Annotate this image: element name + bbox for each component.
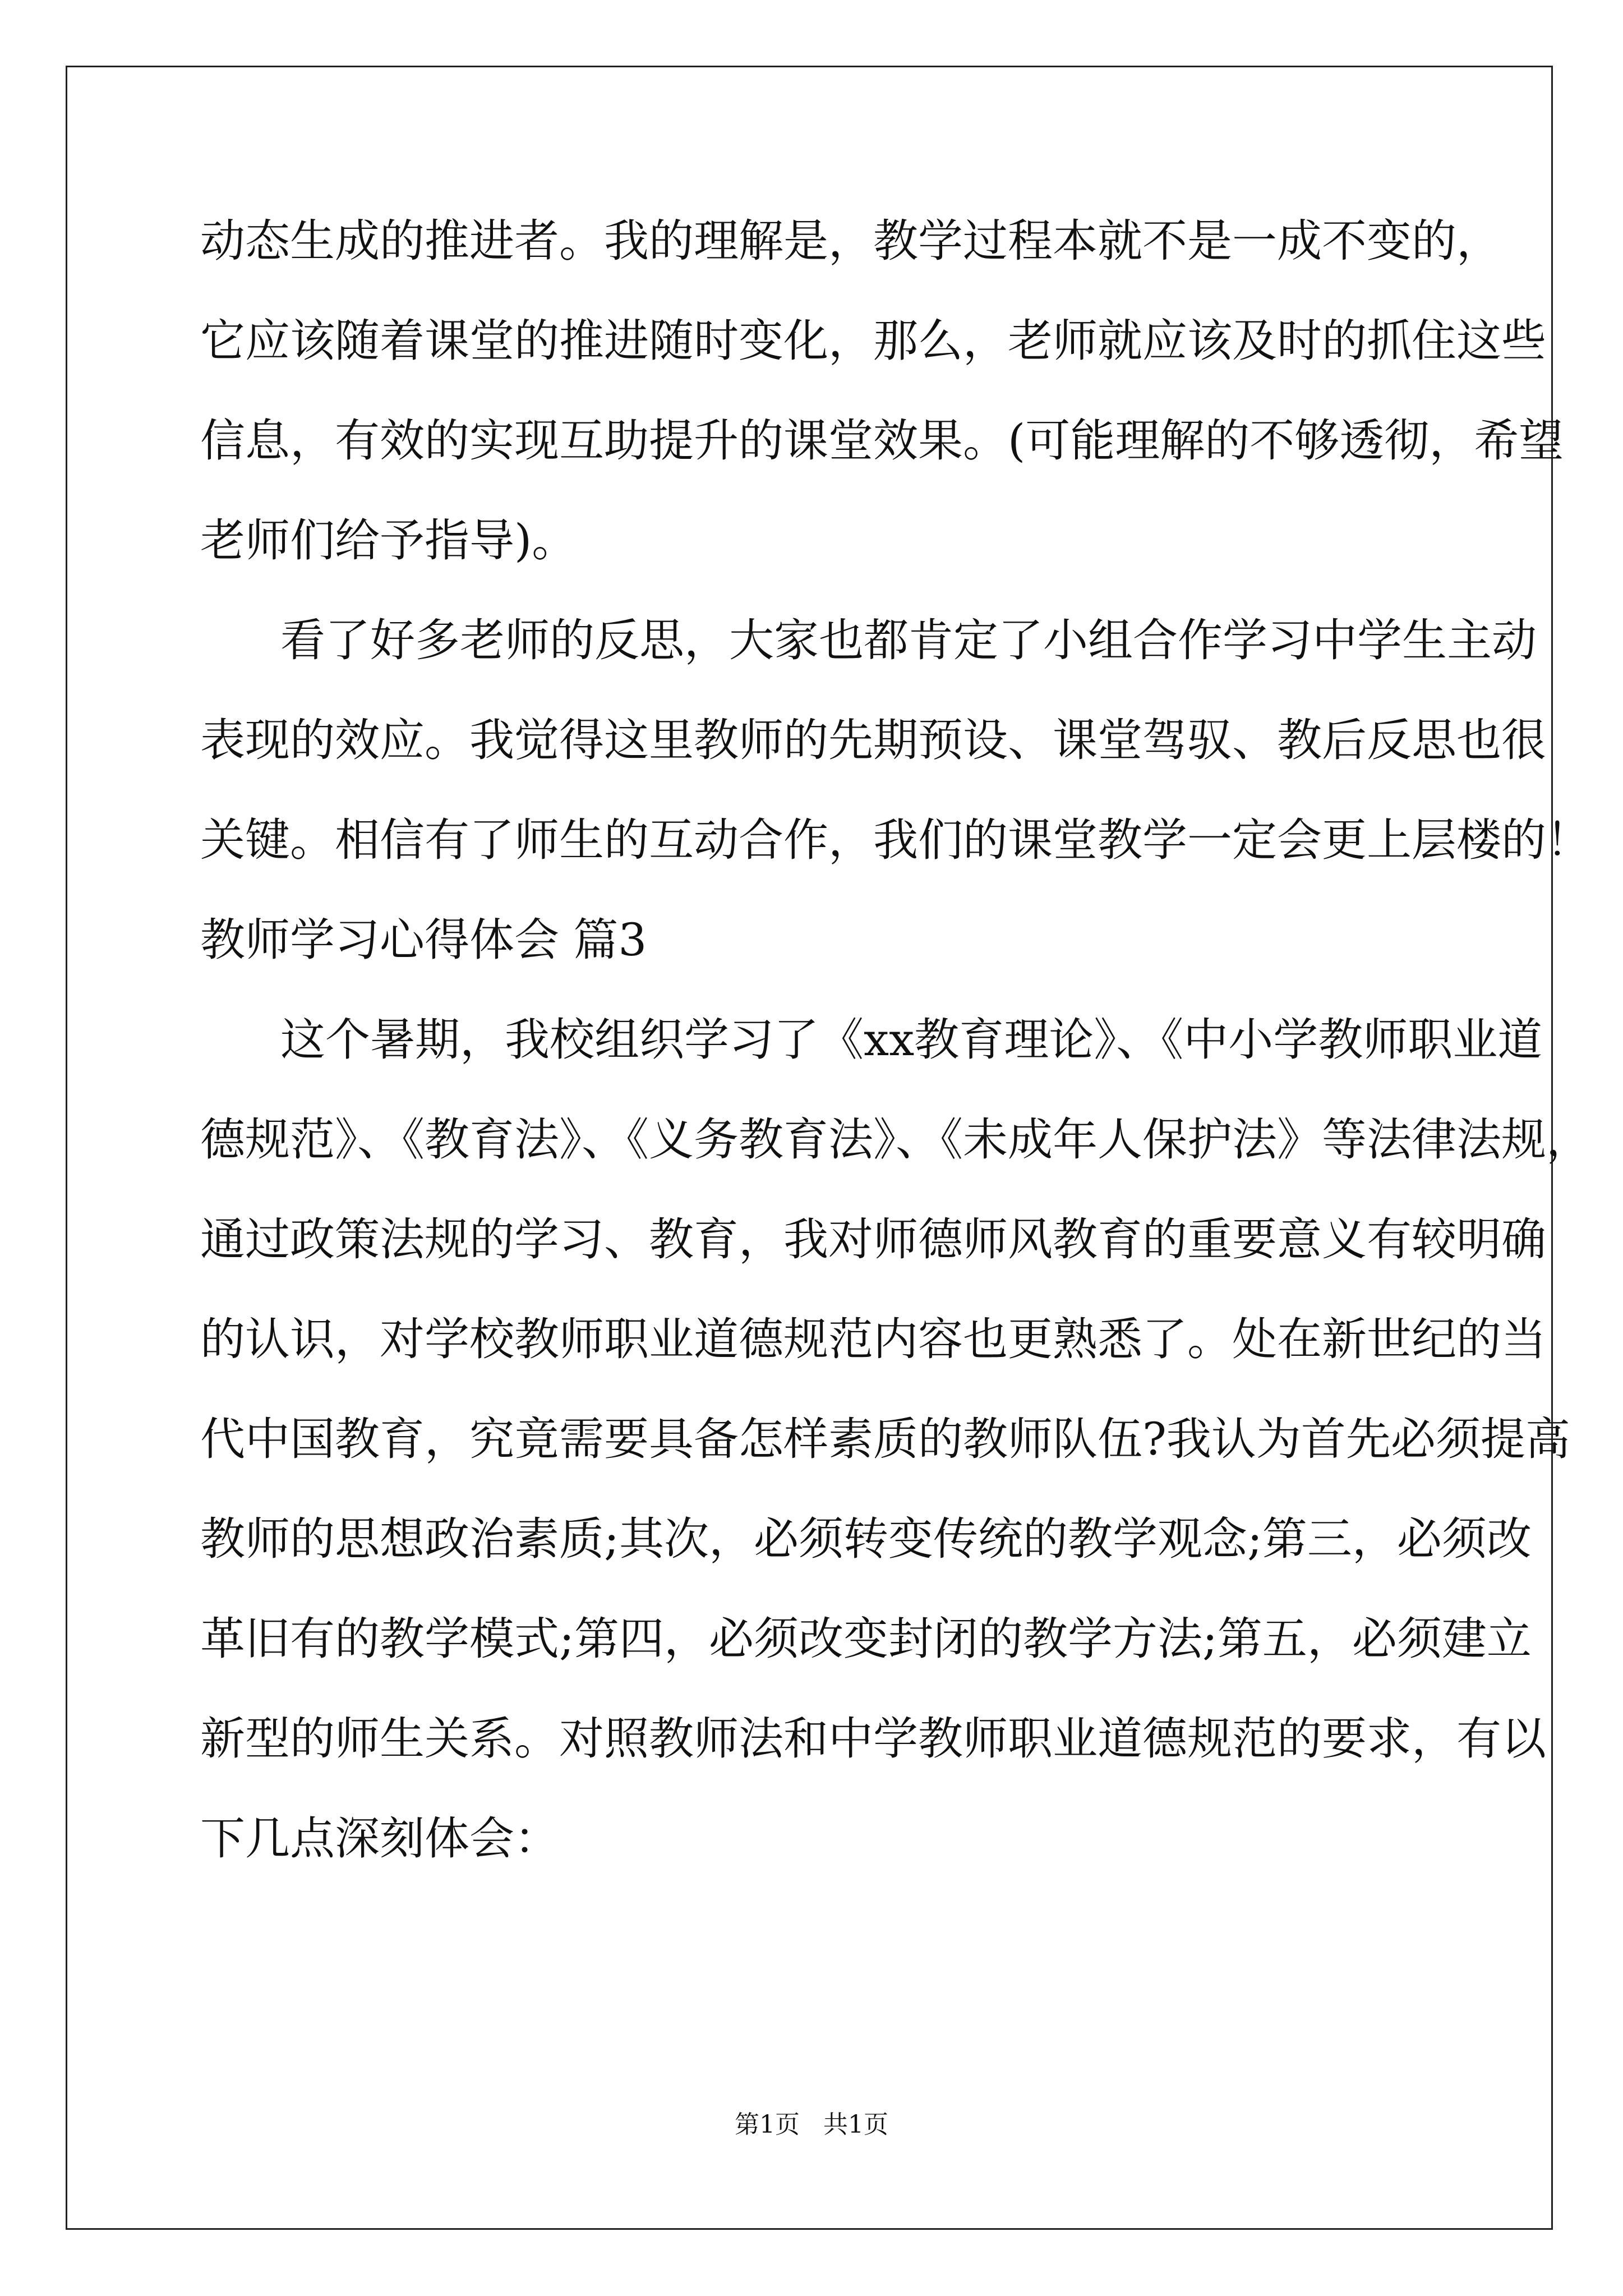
paragraph-line: 教师的思想政治素质;其次，必须转变传统的教学观念;第三，必须改: [200, 1513, 1532, 1565]
paragraph-line: 动态生成的推进者。我的理解是，教学过程本就不是一成不变的，: [200, 215, 1501, 267]
paragraph-line: 德规范》、《教育法》、《义务教育法》、《未成年人保护法》等法律法规，: [200, 1114, 1591, 1166]
paragraph-line: 老师们给予指导)。: [200, 514, 577, 567]
paragraph-line: 看了好多老师的反思，大家也都肯定了小组合作学习中学生主动: [280, 614, 1537, 666]
paragraph-line: 这个暑期，我校组织学习了《xx教育理论》、《中小学教师职业道: [280, 1014, 1543, 1066]
paragraph-line: 下几点深刻体会：: [200, 1812, 559, 1865]
paragraph-line: 新型的师生关系。对照教师法和中学教师职业道德规范的要求，有以: [200, 1713, 1546, 1765]
paragraph-line: 信息，有效的实现互助提升的课堂效果。(可能理解的不够透彻，希望: [200, 415, 1564, 467]
paragraph-line: 关键。相信有了师生的互动合作，我们的课堂教学一定会更上层楼的！: [200, 814, 1591, 866]
section-heading: 教师学习心得体会 篇3: [200, 914, 647, 966]
paragraph-line: 革旧有的教学模式;第四，必须改变封闭的教学方法;第五，必须建立: [200, 1613, 1532, 1665]
paragraph-line: 代中国教育，究竟需要具备怎样素质的教师队伍?我认为首先必须提高: [200, 1413, 1570, 1465]
paragraph-line: 它应该随着课堂的推进随时变化，那么，老师就应该及时的抓住这些: [200, 315, 1546, 367]
paragraph-line: 的认识，对学校教师职业道德规范内容也更熟悉了。处在新世纪的当: [200, 1313, 1546, 1365]
page-number-footer: 第1页 共1页: [735, 2110, 888, 2139]
paragraph-line: 表现的效应。我觉得这里教师的先期预设、课堂驾驭、教后反思也很: [200, 714, 1546, 766]
paragraph-line: 通过政策法规的学习、教育，我对师德师风教育的重要意义有较明确: [200, 1213, 1546, 1266]
